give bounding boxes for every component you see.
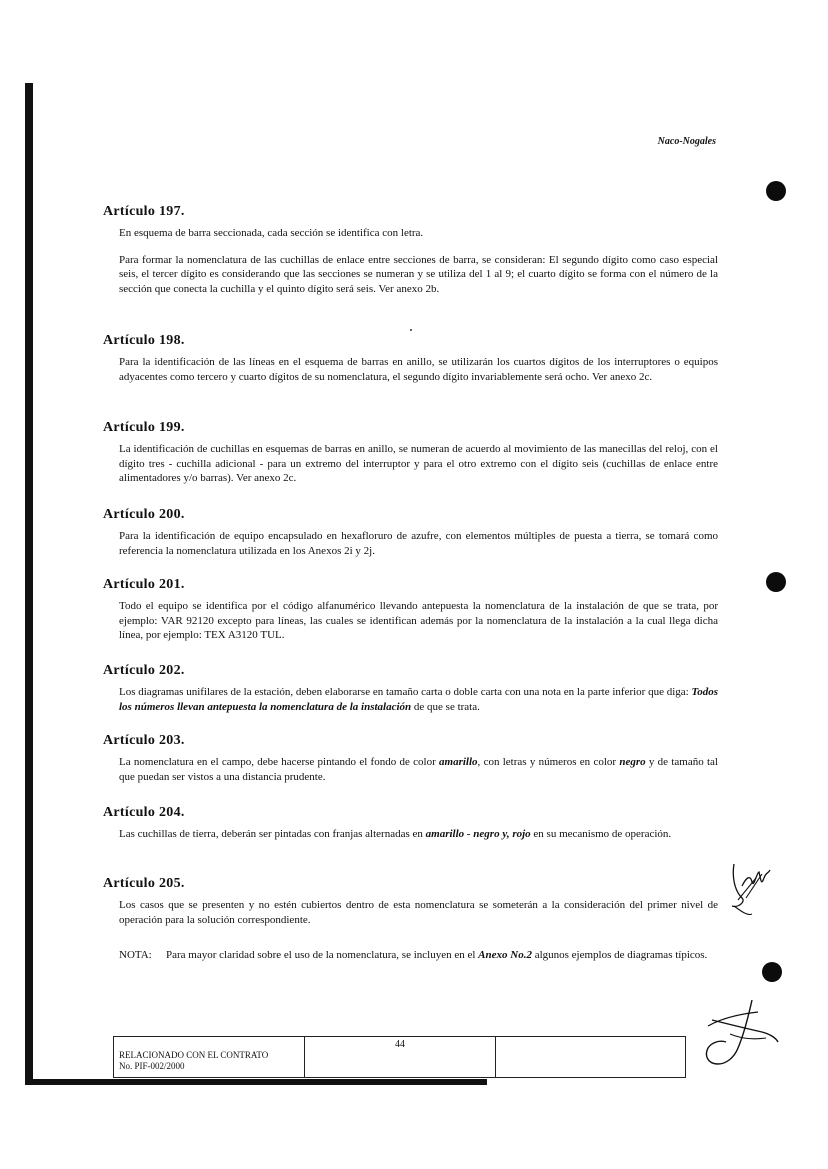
punch-hole [766, 181, 786, 201]
nota-block [119, 948, 717, 963]
article-201 [103, 577, 718, 643]
text-run: y de tamaño tal que puedan ser vistos a una distancia prudente. [119, 756, 718, 783]
text-run: Las cuchillas de tierra, deberán ser pintadas con franjas alternadas en [119, 828, 426, 840]
article-paragraph [119, 685, 718, 714]
handwritten-signature [728, 856, 778, 920]
contract-number: No. PIF-002/2000 [119, 1061, 185, 1071]
text-run: algunos ejemplos de diagramas típicos. [531, 949, 708, 961]
footer-table [113, 1036, 686, 1078]
article-title: Artículo 202. [103, 663, 185, 678]
article-paragraph: La identificación de cuchillas en esquemas de barras en anillo, se numeran de acuerdo al movimiento de las manecillas del reloj, con el dígito tres - cuchilla adicional - para un extremo del interruptor y para el otro extremo con el dígito seis (cuchillas de enlace entre alimentadores y/o barras). Ver anexo 2c. [119, 443, 718, 484]
emphasis-text: amarillo - negro y, rojo [425, 828, 531, 840]
article-198 [103, 333, 718, 384]
article-title: Artículo 198. [103, 333, 185, 348]
article-paragraph: Para la identificación de las líneas en el esquema de barras en anillo, se utilizarán los cuartos dígitos de los interruptores o equipos adyacentes como tercero y cuarto dígitos de su nomenclatura, el segundo dígito invariablemente será ocho. Ver anexo 2c. [119, 356, 718, 383]
nota-text [119, 948, 717, 963]
article-title: Artículo 199. [103, 420, 185, 435]
text-run: Los diagramas unifilares de la estación, deben elaborarse en tamaño carta o doble carta con una nota en la parte inferior que diga: [119, 686, 692, 698]
text-run: Para mayor claridad sobre el uso de la nomenclatura, se incluyen en el [166, 949, 479, 961]
punch-hole [766, 572, 786, 592]
text-run: La nomenclatura en el campo, debe hacerse pintando el fondo de color [119, 756, 440, 768]
article-199 [103, 420, 718, 486]
article-title: Artículo 201. [103, 577, 185, 592]
article-title: Artículo 205. [103, 876, 185, 891]
emphasis-text: Anexo No.2 [478, 949, 532, 961]
text-run: en su mecanismo de operación. [530, 828, 672, 840]
article-paragraph [119, 827, 718, 842]
emphasis-text: amarillo [439, 756, 478, 768]
text-run: , con letras y números en color [477, 756, 620, 768]
article-title: Artículo 204. [103, 805, 185, 820]
article-paragraph: Para la identificación de equipo encapsulado en hexafloruro de azufre, con elementos múltiples de puesta a tierra, se tomará como referencia la nomenclatura utilizada en los Anexos 2i y 2j. [119, 530, 718, 557]
emphasis-text: negro [619, 756, 646, 768]
article-paragraph [119, 755, 718, 784]
article-paragraph: En esquema de barra seccionada, cada sección se identifica con letra. [119, 227, 424, 239]
handwritten-signature [700, 998, 782, 1070]
bottom-margin-bar [25, 1079, 487, 1085]
article-205 [103, 876, 718, 927]
blank-cell [496, 1037, 685, 1077]
text-run: de que se trata. [411, 700, 480, 713]
speck [410, 329, 412, 331]
contract-label: RELACIONADO CON EL CONTRATO [119, 1050, 269, 1060]
article-202 [103, 663, 718, 714]
page-number-cell [305, 1037, 496, 1077]
punch-hole [762, 962, 782, 982]
emphasis-text: Todos los números llevan antepuesta la nomenclatura de la instalación [119, 686, 718, 713]
article-title: Artículo 200. [103, 507, 185, 522]
article-197 [103, 204, 718, 296]
article-title: Artículo 203. [103, 733, 185, 748]
left-margin-bar [25, 83, 33, 1085]
article-204 [103, 805, 718, 842]
page-number: 44 [395, 1039, 405, 1050]
nota-label: NOTA: [119, 949, 152, 961]
contract-cell [114, 1037, 305, 1077]
article-paragraph: Todo el equipo se identifica por el código alfanumérico llevando antepuesta la nomenclatura de la instalación de que se trata, por ejemplo: VAR 92120 excepto para líneas, las cuales se identifican además por la nomenclatura de la instalación a la cual llega dicha línea, por ejemplo: TEX A3120 TUL. [119, 600, 718, 641]
article-paragraph: Los casos que se presenten y no estén cubiertos dentro de esta nomenclatura se someterán a la consideración del primer nivel de operación para la solución correspondiente. [119, 899, 718, 926]
article-paragraph: Para formar la nomenclatura de las cuchillas de enlace entre secciones de barra, se consideran: El segundo dígito como caso especial seis, el tercer dígito es considerando que las secciones se numeran y se utiliza del 1 al 9; el cuarto dígito se forma con el número de la sección que conecta la cuchilla y el quinto dígito será seis. Ver anexo 2b. [119, 253, 718, 295]
article-title: Artículo 197. [103, 204, 185, 219]
article-203 [103, 733, 718, 784]
page-header: Naco-Nogales [657, 136, 716, 147]
article-200 [103, 507, 718, 558]
